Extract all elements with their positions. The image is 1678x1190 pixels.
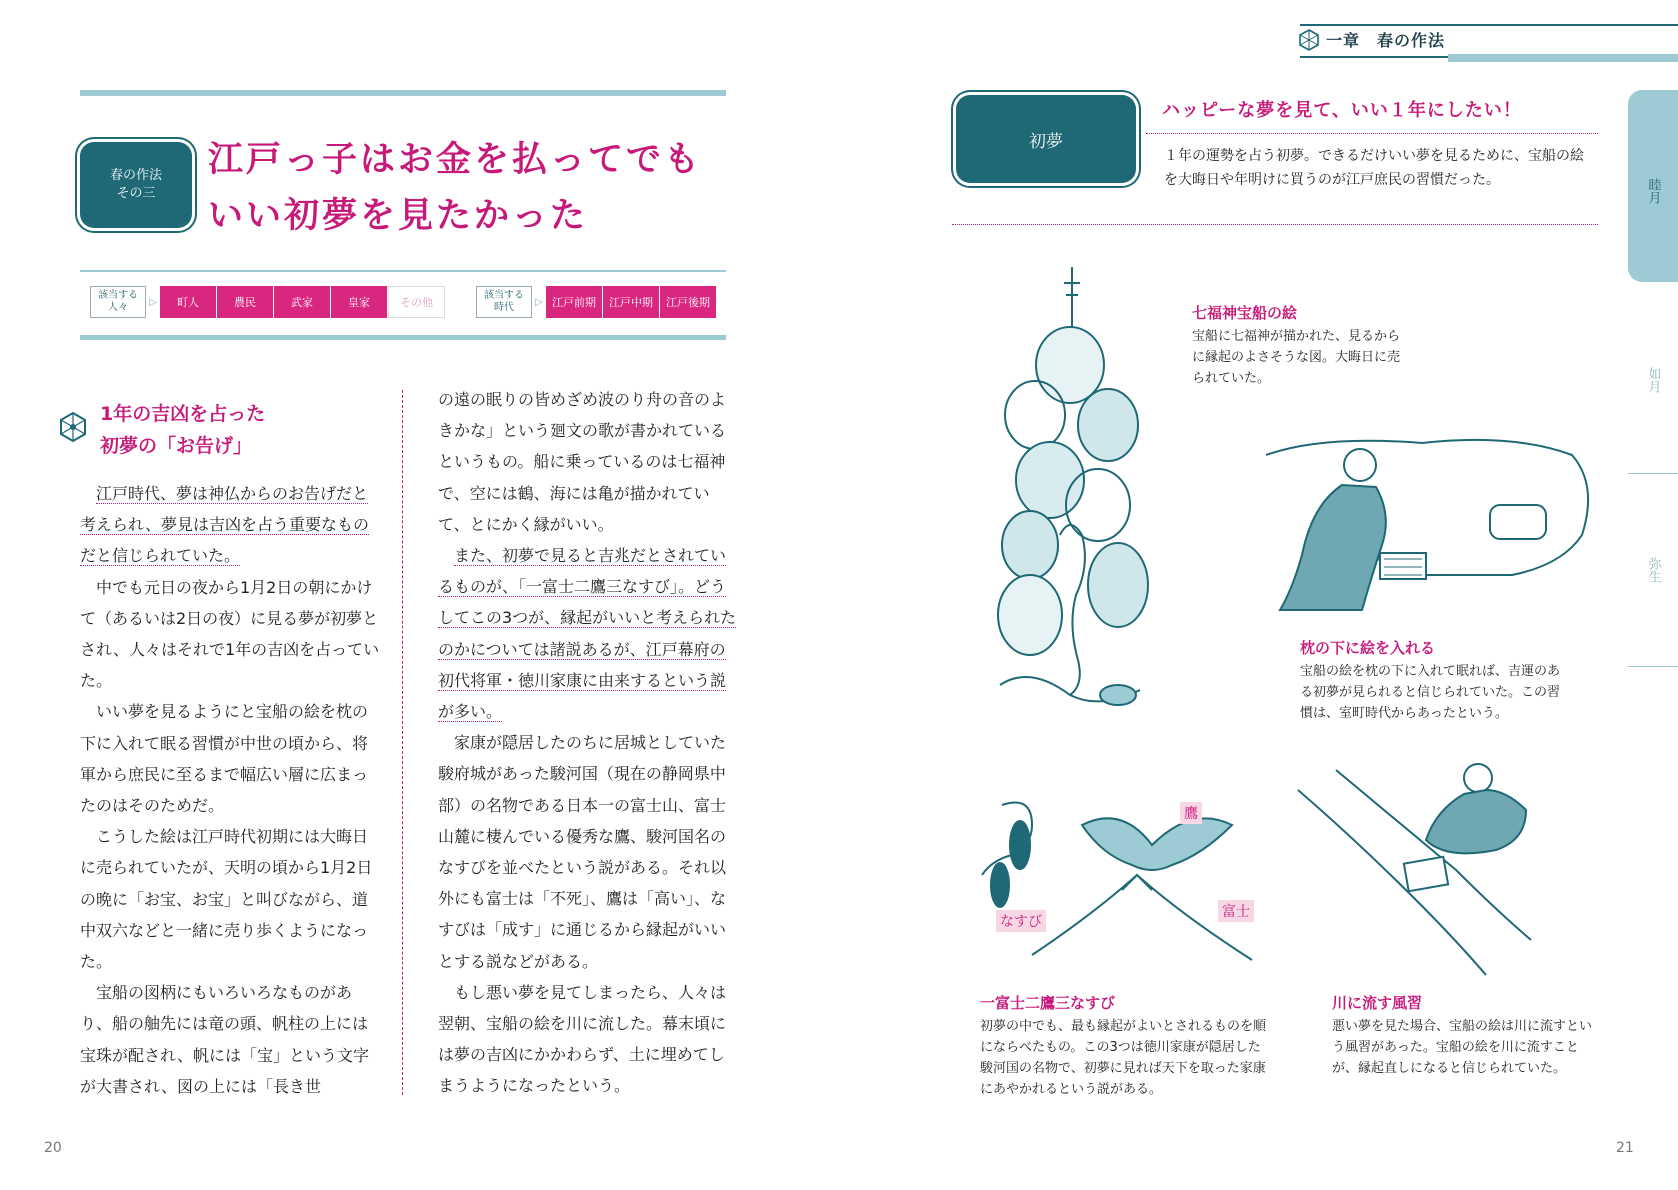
caption-title: 七福神宝船の絵 bbox=[1192, 304, 1298, 322]
asanoha-icon bbox=[1298, 29, 1320, 51]
tag-era: 江戸後期 bbox=[660, 286, 717, 318]
body-column-1 bbox=[80, 478, 380, 1102]
tag-era: 江戸中期 bbox=[603, 286, 660, 318]
subtitle: ハッピーな夢を見て、いい１年にしたい！ bbox=[1162, 100, 1522, 121]
caption-text: 初夢の中でも、最も縁起がよいとされるものを順にならべたもの。この3つは徳川家康が隠居した駿河国の名物で、初夢に見れば天下を取った家康にあやかれるという説がある。 bbox=[980, 1019, 1267, 1097]
intro-text: １年の運勢を占う初夢。できるだけいい夢を見るために、宝船の絵を大晦日や年明けに買うのが江戸庶民の習慣だった。 bbox=[1164, 148, 1584, 188]
tag-people: 町人 bbox=[160, 286, 217, 318]
heading-line2: 初夢の「お告げ」 bbox=[100, 435, 253, 457]
tab-yayoi[interactable]: 弥生 bbox=[1645, 557, 1661, 583]
section-badge bbox=[80, 142, 192, 228]
tag-people: その他 bbox=[388, 286, 445, 318]
takarabune-illustration bbox=[990, 265, 1150, 720]
topic-badge: 初夢 bbox=[956, 95, 1136, 183]
top-rule bbox=[80, 90, 726, 96]
tag-era: 江戸前期 bbox=[546, 286, 603, 318]
paragraph: 江戸時代、夢は神仏からのお告げだと考えられ、夢見は吉凶を占う重要なものだと信じられていた。 bbox=[80, 484, 369, 566]
tag-people: 皇家 bbox=[331, 286, 388, 318]
ichifuji-illustration bbox=[962, 785, 1272, 970]
people-label: 該当する 人々 bbox=[90, 286, 146, 318]
era-label: 該当する 時代 bbox=[476, 286, 532, 318]
heading-line1: 1年の吉凶を占った bbox=[100, 403, 266, 425]
page-title bbox=[208, 132, 702, 244]
section-heading bbox=[100, 398, 265, 462]
paragraph: また、初夢で見ると吉兆だとされているものが、「一富士二鷹三なすび」。どうしてこの3つが、縁起がいいと考えられたのかについては諸説あるが、江戸幕府の初代将軍・徳川家康に由来するという説が多い。 bbox=[438, 546, 737, 722]
paragraph: もし悪い夢を見てしまったら、人々は翌朝、宝船の絵を川に流した。幕末頃には夢の吉凶にかかわらず、土に埋めてしまうようになったという。 bbox=[438, 982, 727, 1096]
hawk-label: 鷹 bbox=[1180, 802, 1202, 824]
fuji-label: 富士 bbox=[1218, 900, 1254, 922]
body-column-2 bbox=[438, 384, 738, 1102]
caption-title: 枕の下に絵を入れる bbox=[1300, 639, 1436, 657]
caption-text: 悪い夢を見た場合、宝船の絵は川に流すという風習があった。宝船の絵を川に流すことが、縁起直しになると信じられていた。 bbox=[1332, 1019, 1593, 1076]
arrow-icon: ▷ bbox=[149, 296, 157, 308]
bottom-rule bbox=[80, 335, 726, 340]
tab-divider bbox=[1628, 473, 1678, 474]
paragraph: の遠の眠りの皆めざめ波のり舟の音のよきかな」という廻文の歌が書かれているというもの。船に乗っているのは七福神で、空には鶴、海には亀が描かれていて、とにかく縁がいい。 bbox=[438, 390, 727, 534]
tab-mutsuki[interactable]: 睦月 bbox=[1628, 90, 1678, 282]
tag-people: 農民 bbox=[217, 286, 274, 318]
caption-text: 宝船に七福神が描かれた、見るからに縁起のよさそうな図。大晦日に売られていた。 bbox=[1192, 329, 1401, 386]
tag-people: 武家 bbox=[274, 286, 331, 318]
paragraph: こうした絵は江戸時代初期には大晦日に売られていたが、天明の頃から1月2日の晩に「お宝、お宝」と叫びながら、道中双六などと一緒に売り歩くようになった。 bbox=[80, 827, 373, 972]
paragraph: 家康が隠居したのちに居城としていた駿府城があった駿河国（現在の静岡県中部）の名物である日本一の富士山、富士山麓に棲んでいる優秀な鷹、駿河国名のなすびを並べたという説がある。それ以外にも富士は「不死」、鷹は「高い」、なすびは「成す」に通じるから縁起がいいとする説などがある。 bbox=[438, 733, 727, 971]
badge-line2: その三 bbox=[116, 186, 156, 201]
paragraph: いい夢を見るようにと宝船の絵を枕の下に入れて眠る習慣が中世の頃から、将軍から庶民に至るまで幅広い層に広まったのはそのためだ。 bbox=[80, 702, 369, 816]
dotted-rule bbox=[1146, 133, 1598, 134]
chapter-title: 一章 春の作法 bbox=[1326, 31, 1446, 50]
tab-divider bbox=[1628, 666, 1678, 667]
dotted-rule bbox=[952, 224, 1598, 225]
nasubi-label: なすび bbox=[996, 910, 1046, 932]
era-tags bbox=[476, 286, 717, 318]
river-illustration bbox=[1296, 760, 1536, 980]
page-number-left: 20 bbox=[44, 1140, 62, 1156]
pillow-illustration bbox=[1262, 425, 1602, 620]
people-tags bbox=[90, 286, 445, 318]
asanoha-icon bbox=[58, 412, 88, 442]
paragraph: 宝船の図柄にもいろいろなものがあり、船の舳先には竜の頭、帆柱の上には宝珠が配され、帆には「宝」という文字が大書され、図の上には「長き世 bbox=[80, 983, 369, 1096]
caption-text: 宝船の絵を枕の下に入れて眠れば、吉運のある初夢が見られると信じられていた。この習慣は、室町時代からあったという。 bbox=[1300, 664, 1561, 721]
page-number-right: 21 bbox=[1616, 1140, 1634, 1156]
badge-line1: 春の作法 bbox=[109, 168, 162, 183]
mid-rule bbox=[80, 270, 726, 272]
title-line1: 江戸っ子はお金を払ってでも bbox=[208, 140, 703, 180]
caption-title: 一富士二鷹三なすび bbox=[980, 994, 1116, 1012]
column-divider bbox=[402, 390, 403, 1095]
tab-kisaragi[interactable]: 如月 bbox=[1645, 367, 1661, 393]
arrow-icon: ▷ bbox=[535, 296, 543, 308]
caption-title: 川に流す風習 bbox=[1332, 994, 1423, 1012]
title-line2: いい初夢を見たかった bbox=[208, 196, 589, 236]
paragraph: 中でも元日の夜から1月2日の朝にかけて（あるいは2日の夜）に見る夢が初夢とされ、人々はそれで1年の吉凶を占っていた。 bbox=[80, 577, 380, 691]
